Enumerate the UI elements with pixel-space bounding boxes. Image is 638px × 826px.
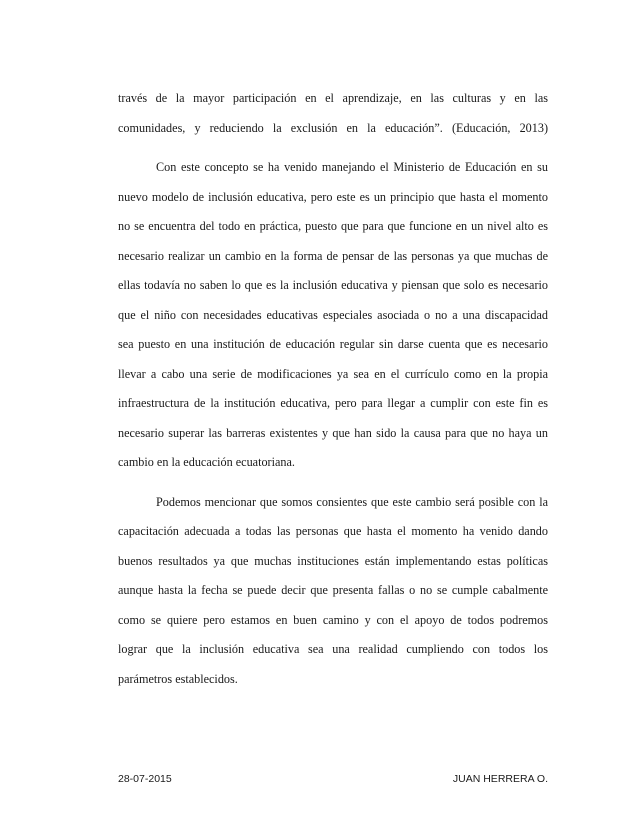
text-line: parámetros establecidos.	[118, 671, 238, 686]
text-line: comunidades, y reduciendo la exclusión en la educación”. (Educación, 2013)	[118, 120, 548, 135]
text-line: necesario superar las barreras existentes y que han sido la causa para que no haya un	[118, 425, 548, 440]
text-line: lograr que la inclusión educativa sea una realidad cumpliendo con todos los	[118, 642, 548, 656]
paragraph-gap	[118, 478, 548, 488]
text-line: Con este concepto se ha venido manejando el Ministerio de Educación en su	[156, 160, 548, 174]
text-line: través de la mayor participación en el aprendizaje, en las culturas y en las	[118, 91, 548, 105]
text-line: sea puesto en una institución de educación regular sin darse cuenta que es necesario	[118, 337, 548, 351]
text-line: capacitación adecuada a todas las personas que hasta el momento ha venido dando	[118, 524, 548, 538]
text-line: nuevo modelo de inclusión educativa, pero este es un principio que hasta el momento	[118, 189, 548, 204]
page-footer	[118, 773, 548, 785]
paragraph	[118, 153, 548, 478]
text-line: no se encuentra del todo en práctica, puesto que para que funcione en un nivel alto es	[118, 219, 548, 233]
body-text	[118, 84, 548, 694]
text-line: llevar a cabo una serie de modificaciones ya sea en el currículo como en la propia	[118, 366, 548, 381]
text-line: aunque hasta la fecha se puede decir que presenta fallas o no se cumple cabalmente	[118, 583, 548, 597]
paragraph	[118, 488, 548, 695]
text-line: que el niño con necesidades educativas especiales asociada o no a una discapacidad	[118, 307, 548, 322]
footer-date: 28-07-2015	[118, 773, 172, 785]
text-line: como se quiere pero estamos en buen camino y con el apoyo de todos podremos	[118, 612, 548, 627]
text-line: ellas todavía no saben lo que es la inclusión educativa y piensan que solo es necesario	[118, 278, 548, 292]
text-line: cambio en la educación ecuatoriana.	[118, 455, 295, 469]
paragraph-gap	[118, 143, 548, 153]
footer-author: JUAN HERRERA O.	[452, 773, 548, 785]
text-line: necesario realizar un cambio en la forma de pensar de las personas ya que muchas de	[118, 248, 548, 263]
text-line: Podemos mencionar que somos consientes que este cambio será posible con la	[156, 494, 548, 509]
paragraph	[118, 84, 548, 143]
text-line: buenos resultados ya que muchas instituciones están implementando estas políticas	[118, 553, 548, 568]
text-line: infraestructura de la institución educativa, pero para llegar a cumplir con este fin es	[118, 396, 548, 410]
